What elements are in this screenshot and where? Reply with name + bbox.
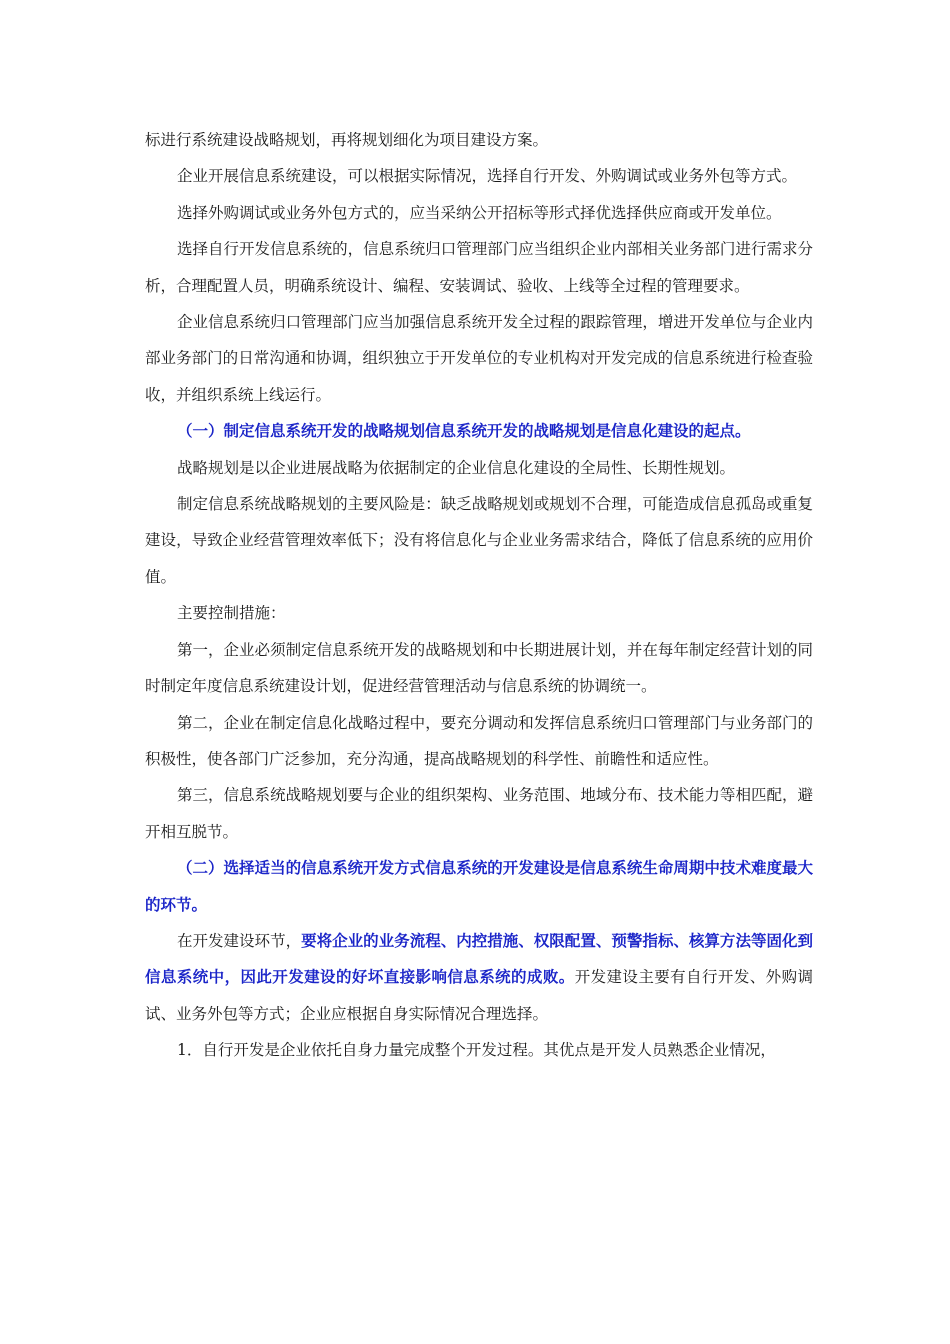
development-stage-suffix: 开发建设主要有自行开发、外购调试、业务外包等方式；企业应根据自身实际情况合理选择。 [145,968,813,1023]
paragraph-control-measures-label: 主要控制措施： [177,604,286,623]
paragraph-tracking-management: 企业信息系统归口管理部门应当加强信息系统开发全过程的跟踪管理，增进开发单位与企业内部业务部门的日常沟通和协调，组织独立于开发单位的专业机构对开发完成的信息系统进行检查验收，并组织系统上线运行。 [145,313,813,404]
development-stage-emphasis: 要将企业的业务流程、内控措施、权限配置、预警指标、核算方法等固化到信息系统中，因此开发建设的好坏直接影响信息系统的成败。 [145,930,813,987]
section-heading-development-method: （二）选择适当的信息系统开发方式信息系统的开发建设是信息系统生命周期中技术难度最大的环节。 [145,858,813,914]
paragraph-continuation: 标进行系统建设战略规划，再将规划细化为项目建设方案。 [145,131,549,149]
paragraph-development-options: 企业开展信息系统建设，可以根据实际情况，选择自行开发、外购调试或业务外包等方式。 [177,167,798,186]
paragraph-self-development: 选择自行开发信息系统的，信息系统归口管理部门应当组织企业内部相关业务部门进行需求分析，合理配置人员，明确系统设计、编程、安装调试、验收、上线等全过程的管理要求。 [145,240,813,295]
paragraph-self-development-definition: 1．自行开发是企业依托自身力量完成整个开发过程。其优点是开发人员熟悉企业情况， [177,1041,776,1060]
paragraph-development-stage [145,923,813,1032]
section-heading-strategic-planning: （一）制定信息系统开发的战略规划信息系统开发的战略规划是信息化建设的起点。 [177,421,751,441]
paragraph-strategic-definition: 战略规划是以企业进展战略为依据制定的企业信息化建设的全局性、长期性规划。 [177,458,736,477]
document-page [145,122,813,1069]
paragraph-main-risks: 制定信息系统战略规划的主要风险是：缺乏战略规划或规划不合理，可能造成信息孤岛或重复建设，导致企业经营管理效率低下；没有将信息化与企业业务需求结合，降低了信息系统的应用价值。 [145,495,813,586]
paragraph-outsourcing-tender: 选择外购调试或业务外包方式的，应当采纳公开招标等形式择优选择供应商或开发单位。 [177,203,782,222]
paragraph-measure-second: 第二，企业在制定信息化战略过程中，要充分调动和发挥信息系统归口管理部门与业务部门的积极性，使各部门广泛参加，充分沟通，提高战略规划的科学性、前瞻性和适应性。 [145,713,813,768]
paragraph-measure-third: 第三，信息系统战略规划要与企业的组织架构、业务范围、地域分布、技术能力等相匹配，避开相互脱节。 [145,786,813,841]
paragraph-measure-first: 第一，企业必须制定信息系统开发的战略规划和中长期进展计划，并在每年制定经营计划的同时制定年度信息系统建设计划，促进经营管理活动与信息系统的协调统一。 [145,640,813,696]
development-stage-prefix: 在开发建设环节， [177,931,302,950]
